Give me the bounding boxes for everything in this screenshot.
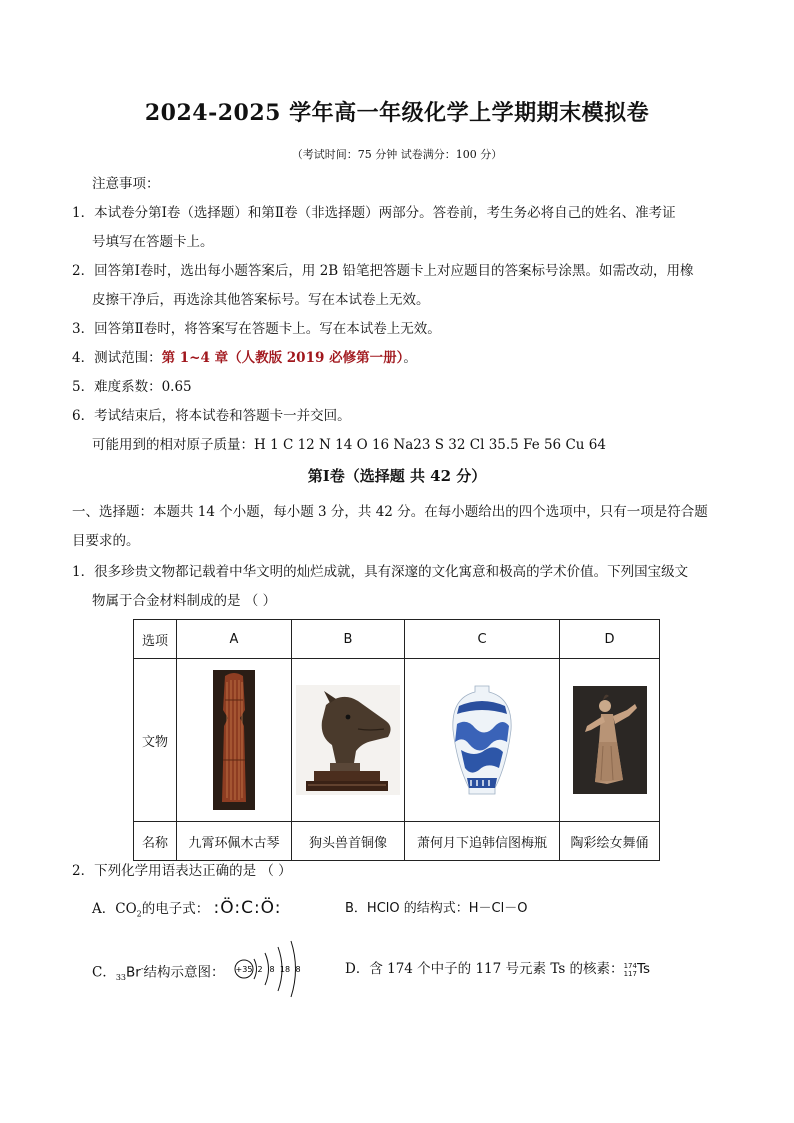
- question-2-option-c: [92, 958, 225, 989]
- note-2: 2．回答第Ⅰ卷时，选出每小题答案后，用 2B 铅笔把答题卡上对应题目的答案标号涂黑。如需改动，用橡: [72, 263, 694, 279]
- table-cell: [292, 659, 405, 822]
- table-cell: B: [292, 620, 405, 659]
- table-cell: 名称: [134, 822, 177, 861]
- question-2-stem: 2．下列化学用语表达正确的是 （ ）: [72, 863, 292, 879]
- question-2-option-b: B．HClO 的结构式：H－Cl－O: [345, 901, 528, 916]
- option-c-mass: 33: [115, 973, 127, 983]
- atomic-masses: 可能用到的相对原子质量：H 1 C 12 N 14 O 16 Na23 S 32 Cl 35.5 Fe 56 Cu 64: [92, 437, 606, 453]
- note-4-end: 。: [403, 350, 417, 366]
- note-4: [72, 348, 730, 368]
- option-c-ion: Br: [126, 964, 141, 981]
- blue-white-vase-image: [445, 684, 519, 796]
- table-cell: [405, 659, 560, 822]
- table-cell: 萧何月下追韩信图梅瓶: [405, 822, 560, 861]
- option-c-prefix: C．: [92, 964, 116, 981]
- table-cell: 陶彩绘女舞俑: [560, 822, 660, 861]
- table-cell: 狗头兽首铜像: [292, 822, 405, 861]
- table-cell: [177, 659, 292, 822]
- option-c-charge: -: [140, 964, 144, 973]
- pottery-dancer-image: [573, 686, 647, 794]
- option-a-subscript: 2: [136, 909, 142, 919]
- note-2-cont: 皮擦干净后，再选涂其他答案标号。写在本试卷上无效。: [92, 292, 430, 308]
- table-cell: [560, 659, 660, 822]
- nuclide-numbers: [624, 962, 637, 978]
- br-ion-structure-diagram: [232, 938, 304, 1000]
- shell-count: 18: [279, 965, 291, 974]
- shell-count: 8: [295, 965, 301, 974]
- question-2-option-d: [345, 958, 650, 980]
- table-name-row: [134, 822, 660, 861]
- option-d-text: D．含 174 个中子的 117 号元素 Ts 的核素：: [345, 961, 624, 977]
- exam-title: 2024-2025 学年高一年级化学上学期期末模拟卷: [144, 100, 650, 126]
- bronze-dog-head-image: [296, 685, 400, 795]
- table-cell: 选项: [134, 620, 177, 659]
- table-cell: C: [405, 620, 560, 659]
- table-image-row: [134, 659, 660, 822]
- note-1: 1．本试卷分第Ⅰ卷（选择题）和第Ⅱ卷（非选择题）两部分。答卷前，考生务必将自己的姓名、准考证: [72, 205, 676, 221]
- nuclide-atomic-number: 117: [623, 969, 637, 978]
- relics-table: [133, 619, 660, 861]
- table-cell: A: [177, 620, 292, 659]
- guqin-image: [213, 670, 255, 810]
- section-title: 第Ⅰ卷（选择题 共 42 分）: [307, 467, 487, 485]
- section-intro: 一、选择题：本题共 14 个小题，每小题 3 分，共 42 分。在每小题给出的四个选项中，只有一项是符合题: [72, 504, 708, 520]
- nuclide-mass-number: 174: [623, 961, 637, 970]
- option-c-suffix: 结构示意图：: [143, 964, 225, 981]
- shell-arc: [265, 953, 269, 985]
- section-intro-cont: 目要求的。: [72, 533, 140, 549]
- co2-electron-formula: :Ö:C:Ö:: [213, 898, 282, 918]
- option-a-suffix: 的电子式：: [141, 901, 210, 917]
- table-cell: 九霄环佩木古琴: [177, 822, 292, 861]
- note-6: 6．考试结束后，将本试卷和答题卡一并交回。: [72, 408, 351, 424]
- table-header-row: [134, 620, 660, 659]
- table-cell: D: [560, 620, 660, 659]
- nucleus-charge: +35: [235, 965, 253, 974]
- shell-arc: [254, 959, 257, 979]
- question-1-stem-cont: 物属于合金材料制成的是 （ ）: [92, 593, 277, 609]
- note-3: 3．回答第Ⅱ卷时，将答案写在答题卡上。写在本试卷上无效。: [72, 321, 441, 337]
- question-2-option-a: [92, 897, 282, 926]
- option-a-prefix: A．CO: [92, 901, 137, 917]
- exam-subtitle: （考试时间：75 分钟 试卷满分：100 分）: [291, 148, 503, 161]
- notes-heading: 注意事项：: [92, 176, 160, 192]
- nuclide-symbol: Ts: [636, 961, 650, 977]
- note-1-cont: 号填写在答题卡上。: [92, 234, 214, 250]
- note-5: 5．难度系数：0.65: [72, 379, 192, 395]
- table-cell: 文物: [134, 659, 177, 822]
- shell-count: 8: [269, 965, 275, 974]
- note-4-label: 4．测试范围：: [72, 350, 162, 366]
- question-1-stem: 1．很多珍贵文物都记载着中华文明的灿烂成就，具有深邃的文化寓意和极高的学术价值。下列国宝级文: [72, 564, 689, 580]
- shell-count: 2: [257, 965, 263, 974]
- note-4-scope: 第 1~4 章（人教版 2019 必修第一册）: [161, 350, 404, 366]
